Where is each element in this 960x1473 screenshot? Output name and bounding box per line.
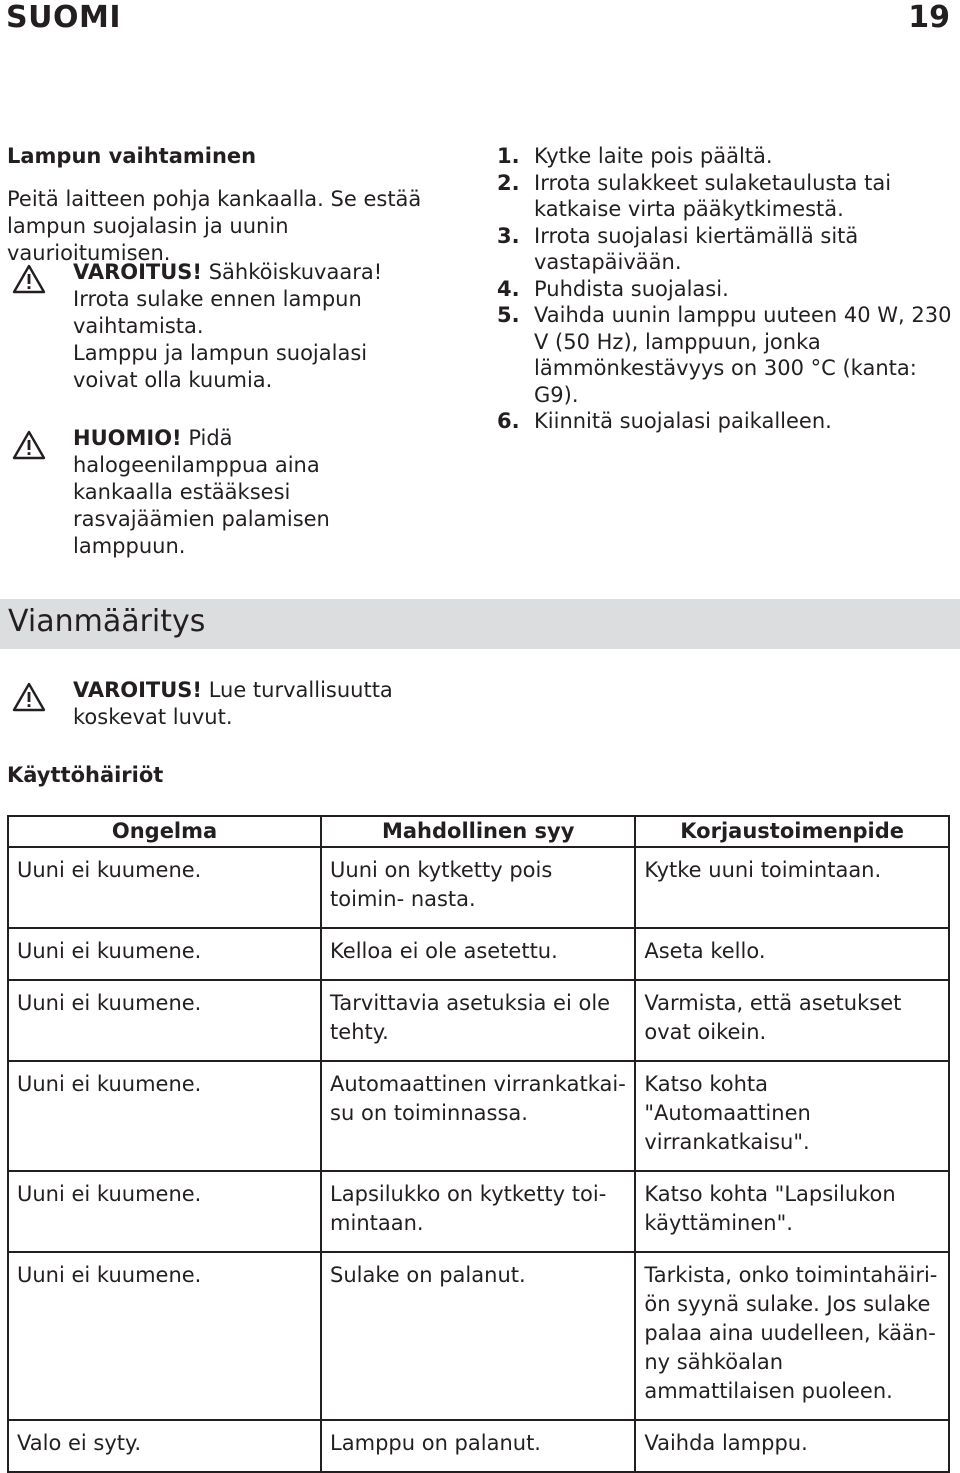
step-text: Irrota suojalasi kiertämällä sitä vastapäivään. (534, 223, 859, 274)
warning-label: VAROITUS! (73, 260, 202, 284)
warning-line: voivat olla kuumia. (73, 368, 273, 392)
step-item (497, 276, 952, 303)
caution-line: halogeenilamppua aina (73, 453, 320, 477)
warning-triangle-icon (12, 682, 46, 712)
warning-label: VAROITUS! (73, 678, 202, 702)
warning-line: Lamppu ja lampun suojalasi (73, 341, 368, 365)
caution-triangle-icon (12, 430, 46, 460)
remedy-cell: Vaihda lamppu. (635, 1420, 949, 1472)
lamp-section-title: Lampun vaihtaminen (7, 144, 257, 168)
caution-line: rasvajäämien palamisen (73, 507, 330, 531)
step-number: 1. (497, 144, 520, 168)
diagnosis-warning-block (73, 677, 473, 731)
step-text: Irrota sulakkeet sulaketaulusta tai katkaise virta pääkytkimestä. (534, 170, 892, 221)
table-row (8, 928, 949, 980)
problem-cell: Uuni ei kuumene. (8, 847, 321, 928)
caution-label: HUOMIO! (73, 426, 182, 450)
step-item (497, 408, 952, 435)
problem-cell: Uuni ei kuumene. (8, 1252, 321, 1420)
table-header-row (8, 816, 949, 847)
remedy-cell: Kytke uuni toimintaan. (635, 847, 949, 928)
cause-cell: Lapsilukko on kytketty toi- mintaan. (321, 1171, 635, 1252)
remedy-cell: Aseta kello. (635, 928, 949, 980)
step-item (497, 170, 952, 223)
caution-line: lamppuun. (73, 534, 186, 558)
table-row (8, 1061, 949, 1171)
step-text: Vaihda uunin lamppu uuteen 40 W, 230 V (50 Hz), lamppuun, jonka lämmönkestävyys on 300 °C (kanta: G9). (534, 303, 952, 407)
remedy-cell: Varmista, että asetukset ovat oikein. (635, 980, 949, 1061)
step-number: 4. (497, 276, 520, 301)
step-number: 6. (497, 409, 520, 433)
warning-line: Sähköiskuvaara! (208, 260, 383, 284)
cause-cell: Sulake on palanut. (321, 1252, 635, 1420)
column-header-cause: Mahdollinen syy (321, 816, 635, 847)
remedy-cell: Katso kohta "Automaattinen virrankatkaisu". (635, 1061, 949, 1171)
table-row (8, 1252, 949, 1420)
step-text: Kytke laite pois päältä. (534, 144, 773, 168)
problem-cell: Valo ei syty. (8, 1420, 321, 1472)
cause-cell: Tarvittavia asetuksia ei ole tehty. (321, 980, 635, 1061)
step-item (497, 143, 952, 170)
remedy-cell: Katso kohta "Lapsilukon käyttäminen". (635, 1171, 949, 1252)
remedy-cell: Tarkista, onko toimintahäiri- ön syynä sulake. Jos sulake palaa aina uudelleen, kään- ny sähköalan ammattilaisen puoleen. (635, 1252, 949, 1420)
problem-cell: Uuni ei kuumene. (8, 980, 321, 1061)
cause-cell: Lamppu on palanut. (321, 1420, 635, 1472)
warning-line: Lue turvallisuutta (208, 678, 393, 702)
table-row (8, 980, 949, 1061)
warning-line: koskevat luvut. (73, 705, 233, 729)
caution-line: Pidä (188, 426, 233, 450)
table-row (8, 847, 949, 928)
page-number: 19 (908, 0, 950, 35)
cause-cell: Kelloa ei ole asetettu. (321, 928, 635, 980)
step-number: 3. (497, 223, 520, 248)
diagnosis-section-title: Vianmääritys (8, 604, 206, 639)
warning-triangle-icon (12, 264, 46, 294)
step-text: Puhdista suojalasi. (534, 276, 729, 301)
step-text: Kiinnitä suojalasi paikalleen. (534, 409, 832, 433)
table-row (8, 1420, 949, 1472)
problem-cell: Uuni ei kuumene. (8, 1061, 321, 1171)
column-header-problem: Ongelma (8, 816, 321, 847)
troubleshooting-subtitle: Käyttöhäiriöt (7, 763, 164, 787)
lamp-caution-block (73, 425, 453, 560)
lamp-warning-block (73, 259, 453, 394)
troubleshooting-table (7, 815, 950, 1473)
warning-line: Irrota sulake ennen lampun (73, 287, 362, 311)
page-language: SUOMI (6, 0, 121, 35)
lamp-replacement-steps (497, 143, 952, 435)
caution-line: kankaalla estääksesi (73, 480, 291, 504)
table-row (8, 1171, 949, 1252)
step-item (497, 302, 952, 408)
problem-cell: Uuni ei kuumene. (8, 1171, 321, 1252)
lamp-intro-text: Peitä laitteen pohja kankaalla. Se estää lampun suojalasin ja uunin vaurioitumisen. (7, 187, 422, 265)
step-item (497, 223, 952, 276)
warning-line: vaihtamista. (73, 314, 204, 338)
column-header-remedy: Korjaustoimenpide (635, 816, 949, 847)
step-number: 5. (497, 303, 520, 327)
step-number: 2. (497, 170, 520, 195)
cause-cell: Automaattinen virrankatkai- su on toiminnassa. (321, 1061, 635, 1171)
problem-cell: Uuni ei kuumene. (8, 928, 321, 980)
cause-cell: Uuni on kytketty pois toimin- nasta. (321, 847, 635, 928)
